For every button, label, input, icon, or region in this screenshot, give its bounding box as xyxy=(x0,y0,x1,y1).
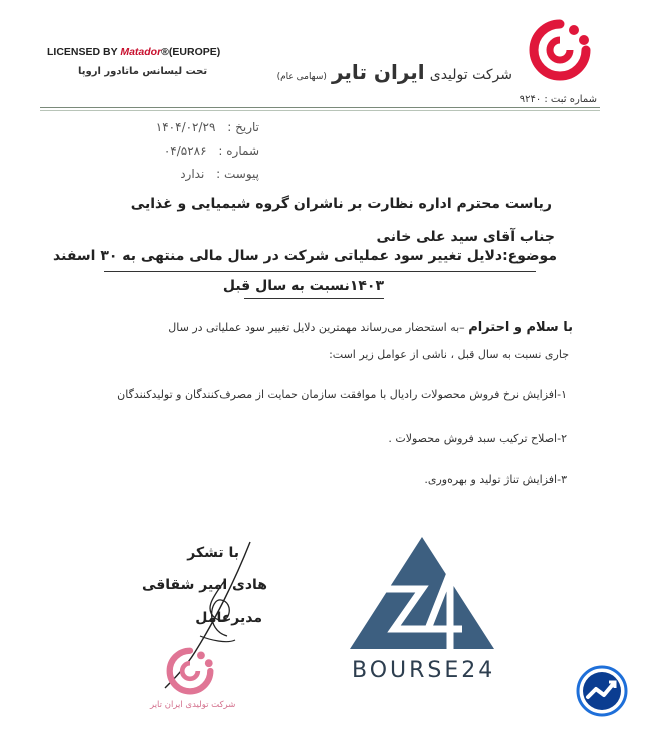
license-line xyxy=(47,46,220,58)
license-suffix: ®(EUROPE) xyxy=(161,46,221,58)
matador-brand: Matador xyxy=(120,46,162,58)
greeting: با سلام و احترام xyxy=(468,320,573,335)
subject-line-1: موضوع:دلایل تغییر سود عملیاتی شرکت در سال مالی منتهی به ۳۰ اسفند xyxy=(53,248,557,264)
attachment-row xyxy=(180,167,259,181)
license-prefix: LICENSED BY xyxy=(47,46,121,58)
stamp-text: شرکت تولیدی ایران تایر xyxy=(150,700,236,710)
license-fa: تحت لیسانس ماتادور اروپا xyxy=(78,66,208,77)
body-line-1: –به استحضار می‌رساند مهمترین دلایل تغییر سود عملیاتی در سال xyxy=(168,321,465,334)
body-line-2: جاری نسبت به سال قبل ، ناشی از عوامل زیر است: xyxy=(329,348,569,361)
attachment-value: ندارد xyxy=(180,167,205,181)
recipient-person: جناب آقای سید علی خانی xyxy=(376,229,555,245)
registration-number: شماره ثبت : ۹۲۴۰ xyxy=(519,94,597,105)
attachment-label: پیوست : xyxy=(216,167,259,181)
number-value: ۰۴/۵۲۸۶ xyxy=(163,144,207,158)
company-title xyxy=(277,60,512,84)
company-name: ایران تایر xyxy=(331,60,425,84)
number-row xyxy=(164,144,259,158)
signer-name: هادی امیر شقاقی xyxy=(141,577,267,593)
date-value: ۱۴۰۴/۰۲/۲۹ xyxy=(155,120,216,134)
list-item-2: ۲-اصلاح ترکیب سبد فروش محصولات . xyxy=(388,432,567,445)
subject-underline-1 xyxy=(104,271,536,272)
company-prefix: شرکت تولیدی xyxy=(429,67,512,83)
date-row xyxy=(156,120,259,134)
list-item-1: ۱-افزایش نرخ فروش محصولات رادیال با موافقت سازمان حمایت از مصرف‌کنندگان و تولیدکنندگان xyxy=(117,388,567,401)
company-stamp-icon xyxy=(165,646,215,696)
number-label: شماره : xyxy=(218,144,259,158)
bourse24-logo-icon xyxy=(350,537,494,655)
bourse24-wordmark: BOURSE24 xyxy=(352,658,496,683)
date-label: تاریخ : xyxy=(227,120,259,134)
signer-title: مدیرعامل xyxy=(195,610,262,626)
subject-underline-2 xyxy=(244,298,384,299)
company-suffix: (سهامی عام) xyxy=(276,72,327,82)
chart-badge-icon xyxy=(576,665,628,717)
header-divider xyxy=(40,107,600,108)
list-item-3: ۳-افزایش تناژ تولید و بهره‌وری. xyxy=(424,473,567,486)
subject-line-2: ۱۴۰۳نسبت به سال قبل xyxy=(222,278,384,294)
greeting-line xyxy=(168,320,573,335)
iran-tire-logo-icon xyxy=(528,18,592,82)
header-divider-secondary xyxy=(40,110,600,111)
recipient-office: ریاست محترم اداره نظارت بر ناشران گروه شیمیایی و غذایی xyxy=(130,196,552,212)
closing: با تشکر xyxy=(187,545,239,561)
